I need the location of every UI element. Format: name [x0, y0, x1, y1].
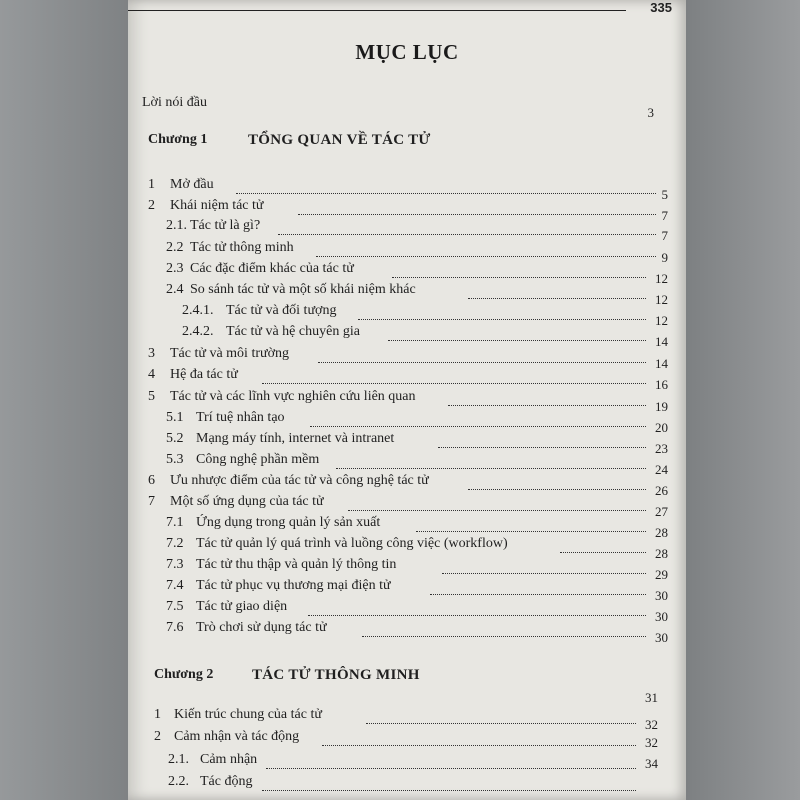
toc-entry-text: Tác tử và hệ chuyên gia — [226, 324, 360, 339]
toc-entry-text: Tác tử thông minh — [190, 240, 294, 255]
toc-entry-text: Tác tử và môi trường — [170, 346, 289, 361]
toc-entry-page: 7 — [661, 208, 668, 223]
leader-dots — [560, 536, 646, 553]
toc-entry-number: 5.3 — [166, 452, 184, 467]
toc-entry-number: 3 — [148, 346, 155, 361]
toc-chapter-1 — [148, 132, 668, 152]
toc-entry-text: Cảm nhận và tác động — [174, 729, 300, 744]
toc-entry-page: 31 — [645, 690, 658, 705]
leader-dots — [236, 177, 656, 194]
toc-entry — [148, 599, 668, 624]
toc-entry-page: 12 — [655, 313, 668, 328]
toc-entry — [148, 240, 668, 265]
toc-entry-number: 7.4 — [166, 578, 184, 593]
toc-entry-page: 12 — [655, 292, 668, 307]
toc-entry-page: 7 — [661, 228, 668, 243]
toc-entry-number: 2.4 — [166, 282, 184, 297]
toc-entry-text: Tác tử giao diện — [196, 599, 288, 614]
toc-entry-text: Một số ứng dụng của tác tử — [170, 494, 324, 509]
toc-entry-number: 2.3 — [166, 261, 184, 276]
leader-dots — [358, 303, 646, 320]
toc-entry — [148, 324, 668, 349]
toc-entry-number: 1 — [148, 177, 155, 192]
toc-entry-text: Mạng máy tính, internet và intranet — [196, 431, 395, 446]
toc-entry-page: 3 — [647, 105, 654, 120]
toc-entry — [148, 620, 668, 645]
toc-entry-text: Tác tử quản lý quá trình và luồng công việc (workflow) — [196, 536, 508, 551]
toc-entry — [148, 452, 668, 477]
toc-entry-number: 7.2 — [166, 536, 184, 551]
toc-entry-page: 20 — [655, 420, 668, 435]
page-title: MỤC LỤC — [355, 40, 459, 64]
toc-entry-preface — [142, 95, 668, 120]
toc-entry — [148, 367, 668, 392]
toc-entry-number: 2 — [148, 198, 155, 213]
toc-entry — [148, 346, 668, 371]
toc-entry-text: Tác động — [200, 774, 253, 789]
toc-entry-page: 30 — [655, 630, 668, 645]
toc-entry-page: 26 — [655, 483, 668, 498]
toc-entry-number: 2.2. — [168, 774, 189, 789]
toc-entry-number: 2.1. — [166, 218, 187, 233]
leader-dots — [142, 101, 638, 117]
toc-entry-text: Hệ đa tác tử — [170, 367, 238, 382]
toc-entry-number: 5.1 — [166, 410, 184, 425]
leader-dots — [468, 282, 646, 299]
leader-dots — [298, 198, 656, 215]
toc-entry — [154, 729, 658, 749]
page-number: 335 — [650, 0, 672, 15]
leader-dots — [322, 729, 636, 746]
toc-entry — [148, 410, 668, 435]
toc-entry-text: Công nghệ phần mềm — [196, 452, 320, 467]
header-rule — [128, 10, 626, 11]
toc-entry — [148, 431, 668, 456]
toc-entry-text: Ứng dụng trong quản lý sản xuất — [196, 515, 381, 530]
toc-entry-number: 2.4.1. — [182, 303, 214, 318]
leader-dots — [262, 774, 636, 791]
toc-entry-page: 14 — [655, 334, 668, 349]
leader-dots — [448, 389, 646, 406]
toc-entry — [148, 515, 668, 540]
toc-entry-page: 34 — [645, 756, 658, 771]
toc-entry-number: 5.2 — [166, 431, 184, 446]
toc-entry-page: 30 — [655, 588, 668, 603]
leader-dots — [416, 515, 646, 532]
leader-dots — [388, 324, 646, 341]
toc-chapter-2 — [154, 667, 658, 687]
toc-entry-page: 29 — [655, 567, 668, 582]
toc-entry-page: 32 — [645, 735, 658, 750]
toc-entry — [148, 218, 668, 243]
leader-dots — [392, 261, 646, 278]
toc-entry-page: 23 — [655, 441, 668, 456]
toc-entry-number: 2.2 — [166, 240, 184, 255]
leader-dots — [430, 578, 646, 595]
toc-entry — [148, 389, 668, 414]
toc-entry-number: 6 — [148, 473, 155, 488]
leader-dots — [278, 218, 656, 235]
toc-entry — [154, 707, 658, 732]
page-shadow-left — [0, 0, 128, 800]
toc-entry — [148, 177, 668, 202]
leader-dots — [362, 620, 646, 637]
toc-entry-text: Kiến trúc chung của tác tử — [174, 707, 322, 722]
book-page — [128, 0, 686, 800]
toc-entry-number: 2 — [154, 729, 161, 744]
toc-entry-page: 16 — [655, 377, 668, 392]
toc-entry — [148, 536, 668, 561]
leader-dots — [266, 752, 636, 769]
page-shadow-right — [686, 0, 800, 800]
toc-entry-text: Trò chơi sử dụng tác tử — [196, 620, 327, 635]
leader-dots — [438, 431, 646, 448]
leader-dots — [318, 346, 646, 363]
toc-entry — [154, 774, 658, 794]
chapter-title: TỔNG QUAN VỀ TÁC TỬ — [248, 132, 431, 148]
leader-dots — [366, 707, 636, 724]
toc-entry-page: 28 — [655, 525, 668, 540]
toc-entry-page: 14 — [655, 356, 668, 371]
leader-dots — [348, 494, 646, 511]
chapter-number: Chương 2 — [154, 667, 214, 682]
leader-dots — [468, 473, 646, 490]
leader-dots — [316, 240, 656, 257]
leader-dots — [262, 367, 646, 384]
toc-entry-page: 27 — [655, 504, 668, 519]
toc-entry — [148, 557, 668, 582]
toc-entry-text: Cảm nhận — [200, 752, 258, 767]
toc-entry-text: Các đặc điểm khác của tác tử — [190, 261, 354, 276]
toc-entry-number: 2.1. — [168, 752, 189, 767]
leader-dots — [336, 452, 646, 469]
leader-dots — [154, 690, 636, 706]
toc-entry-number: 7.1 — [166, 515, 184, 530]
toc-entry-page: 30 — [655, 609, 668, 624]
toc-entry — [148, 303, 668, 328]
toc-entry-number: 7 — [148, 494, 155, 509]
toc-entry — [148, 198, 668, 223]
toc-entry-page: 9 — [661, 250, 668, 265]
toc-entry — [148, 282, 668, 307]
toc-entry-page: 28 — [655, 546, 668, 561]
toc-entry-page: 19 — [655, 399, 668, 414]
chapter-number: Chương 1 — [148, 132, 208, 147]
toc-entry-number: 7.3 — [166, 557, 184, 572]
toc-entry-text: Tác tử phục vụ thương mại điện tử — [196, 578, 391, 593]
toc-entry-number: 7.5 — [166, 599, 184, 614]
toc-entry — [148, 473, 668, 498]
toc-entry — [148, 494, 668, 519]
toc-entry-number: 4 — [148, 367, 155, 382]
toc-entry-text: Mở đầu — [170, 177, 214, 192]
toc-entry-text: Tác tử thu thập và quản lý thông tin — [196, 557, 397, 572]
leader-dots — [308, 599, 646, 616]
toc-entry-text: So sánh tác tử và một số khái niệm khác — [190, 282, 416, 297]
toc-entry-number: 5 — [148, 389, 155, 404]
toc-entry-page: 32 — [645, 717, 658, 732]
leader-dots — [310, 410, 646, 427]
toc-entry — [154, 752, 658, 772]
toc-entry-page: 12 — [655, 271, 668, 286]
toc-entry-text: Lời nói đầu — [142, 95, 207, 110]
toc-entry-page: 5 — [661, 187, 668, 202]
toc-entry-text: Trí tuệ nhân tạo — [196, 410, 285, 425]
toc-entry-number: 7.6 — [166, 620, 184, 635]
toc-entry-text: Tác tử và các lĩnh vực nghiên cứu liên quan — [170, 389, 416, 404]
toc-entry-text: Ưu nhược điểm của tác tử và công nghệ tác tử — [170, 473, 429, 488]
toc-entry — [148, 578, 668, 603]
toc-entry-text: Tác tử là gì? — [190, 218, 261, 233]
toc-entry-number: 2.4.2. — [182, 324, 214, 339]
toc-entry-page: 24 — [655, 462, 668, 477]
toc-entry-number: 1 — [154, 707, 161, 722]
leader-dots — [442, 557, 646, 574]
toc-entry — [148, 261, 668, 286]
toc-entry-text: Khái niệm tác tử — [170, 198, 264, 213]
chapter-title: TÁC TỬ THÔNG MINH — [252, 667, 420, 683]
toc-entry-text: Tác tử và đối tượng — [226, 303, 337, 318]
